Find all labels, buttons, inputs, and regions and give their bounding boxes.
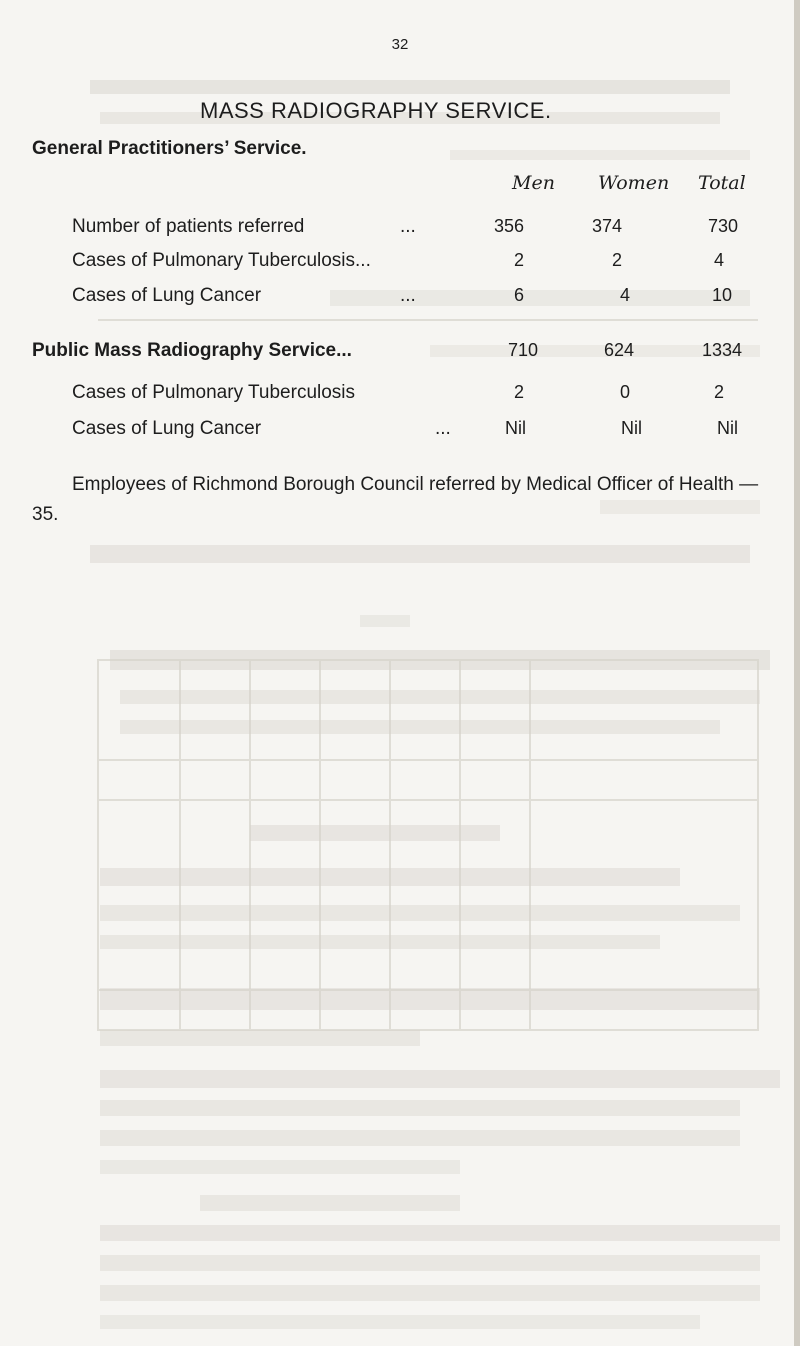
total-value: 2 (713, 382, 724, 402)
page-number: 32 (391, 36, 409, 53)
total-value: 730 (707, 216, 738, 236)
table-row (0, 418, 800, 448)
leader-dots: ... (400, 216, 416, 237)
public-section-heading-row (0, 340, 800, 370)
row-label: Number of patients referred (72, 216, 305, 237)
men-value: Nil (505, 418, 526, 438)
total-value: 4 (713, 250, 724, 270)
employees-paragraph (32, 470, 772, 530)
women-value: 624 (603, 340, 634, 360)
total-value: 10 (711, 285, 732, 305)
row-label: Cases of Pulmonary Tuberculosis... (72, 250, 371, 271)
column-header-women: Women (598, 172, 670, 194)
page-edge-shadow (794, 0, 800, 1346)
men-value: 710 (507, 340, 538, 360)
leader-dots: ... (400, 285, 416, 306)
page-title: MASS RADIOGRAPHY SERVICE. (200, 98, 552, 123)
women-value: 0 (619, 382, 630, 402)
table-row (0, 285, 800, 315)
men-value: 2 (513, 382, 524, 402)
women-value: 2 (611, 250, 622, 270)
women-value: 4 (619, 285, 630, 305)
column-header-total: Total (698, 172, 746, 194)
total-value: 1334 (701, 340, 742, 360)
row-label: Cases of Lung Cancer (72, 285, 262, 306)
row-label: Cases of Pulmonary Tuberculosis (72, 382, 356, 403)
gp-section-heading: General Practitioners’ Service. (32, 138, 307, 159)
public-section-heading: Public Mass Radiography Service... (32, 340, 352, 361)
men-value: 356 (493, 216, 524, 236)
table-row (0, 382, 800, 412)
total-value: Nil (717, 418, 738, 438)
table-row (0, 216, 800, 246)
women-value: Nil (621, 418, 642, 438)
column-header-men: Men (512, 172, 555, 194)
men-value: 6 (513, 285, 524, 305)
employees-paragraph-text: Employees of Richmond Borough Council referred by Medical Officer of Health — 35. (32, 474, 759, 525)
leader-dots: ... (435, 418, 451, 439)
men-value: 2 (513, 250, 524, 270)
row-label: Cases of Lung Cancer (72, 418, 262, 439)
women-value: 374 (591, 216, 622, 236)
table-row (0, 250, 800, 280)
